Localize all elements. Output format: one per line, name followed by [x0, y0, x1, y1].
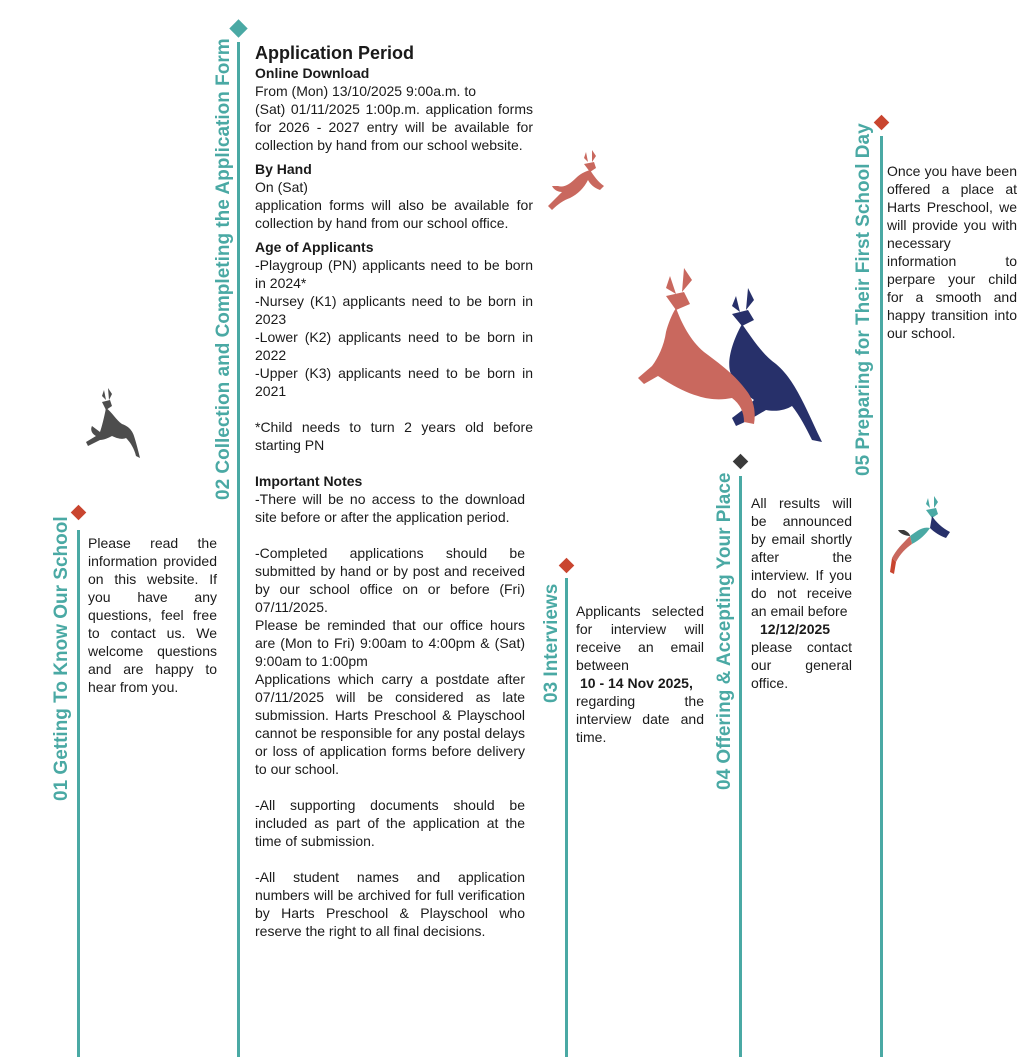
step-3-text-1: Applicants selected for interview will receive an email between [576, 603, 704, 673]
timeline-line-3 [565, 578, 568, 1057]
note-6: -All student names and application numbers will be archived for full verification by Harts Preschool & Playschool who reserve the right to all final decisions. [255, 869, 525, 939]
step-3-text-2: regarding the interview date and time. [576, 693, 704, 745]
step-5-text: Once you have been offered a place at Harts Preschool, we will provide you with necessary information to perpare your child for a smooth and happy transition into our school. [887, 163, 1017, 341]
diamond-marker-2 [229, 19, 247, 37]
age-item-k1: -Nursey (K1) applicants need to be born in 2023 [255, 293, 533, 327]
step-1-text: Please read the information provided on this website. If you have any questions, feel free to contact us. We welcome questions and are happy to hear from you. [88, 535, 217, 695]
timeline-line-1 [77, 530, 80, 1057]
timeline-line-5 [880, 136, 883, 1057]
by-hand-heading: By Hand [255, 161, 312, 177]
deer-illustration-multicolor [890, 496, 954, 576]
step-2-content [255, 42, 533, 940]
note-5: -All supporting documents should be included as part of the application at the time of submission. [255, 797, 525, 849]
note-4: Applications which carry a postdate after 07/11/2025 will be considered as late submission. Harts Preschool & Playschool cannot be responsible for any postal delays or loss of application forms before delivery to our school. [255, 671, 525, 777]
note-2: -Completed applications should be submitted by hand or by post and received by our school office on or before (Fri) 07/11/2025. [255, 545, 525, 615]
diamond-marker-4 [733, 454, 749, 470]
deer-illustration-salmon-small [548, 150, 606, 222]
age-note: *Child needs to turn 2 years old before starting PN [255, 419, 533, 453]
step-4-text [751, 494, 852, 692]
step-3-text [576, 602, 704, 746]
diamond-marker-1 [71, 505, 87, 521]
note-3: Please be reminded that our office hours are (Mon to Fri) 9:00am to 4:00pm & (Sat) 9:00am to 1:00pm [255, 617, 525, 669]
timeline-line-4 [739, 476, 742, 1057]
step-4-text-1: All results will be announced by email shortly after the interview. If you do not receive an email before [751, 495, 852, 619]
age-heading: Age of Applicants [255, 239, 374, 255]
deer-illustration-grey [82, 386, 142, 462]
important-notes-heading: Important Notes [255, 473, 363, 489]
hand-line-2: application forms will also be available for collection by hand from our school office. [255, 197, 533, 231]
step-5-title: 05 Preparing for Their First School Day [853, 123, 874, 476]
age-item-k2: -Lower (K2) applicants need to be born in 2022 [255, 329, 533, 363]
step-3-date: 10 - 14 Nov 2025, [580, 675, 693, 691]
online-line-2: (Sat) 01/11/2025 1:00p.m. application forms for 2026 - 2027 entry will be available for collection by hand from our school website. [255, 101, 533, 153]
step-3-title: 03 Interviews [541, 583, 562, 703]
note-1: -There will be no access to the download site before or after the application period. [255, 491, 525, 525]
application-period-heading: Application Period [255, 43, 415, 63]
age-item-k3: -Upper (K3) applicants need to be born in 2021 [255, 365, 533, 399]
diamond-marker-3 [559, 558, 575, 574]
age-item-pn: -Playgroup (PN) applicants need to be born in 2024* [255, 257, 533, 291]
step-1-title: 01 Getting To Know Our School [51, 516, 72, 801]
online-line-1: From (Mon) 13/10/2025 9:00a.m. to [255, 83, 476, 99]
deer-illustration-pair [636, 266, 826, 446]
step-4-text-2: please contact our general office. [751, 639, 852, 691]
step-4-date: 12/12/2025 [760, 621, 831, 637]
timeline-line-2 [237, 42, 240, 1057]
online-download-heading: Online Download [255, 65, 370, 81]
step-4-title: 04 Offering & Accepting Your Place [714, 472, 735, 790]
step-2-title: 02 Collection and Completing the Application Form [213, 38, 234, 500]
hand-line-1: On (Sat) [255, 179, 308, 195]
diamond-marker-5 [874, 115, 890, 131]
